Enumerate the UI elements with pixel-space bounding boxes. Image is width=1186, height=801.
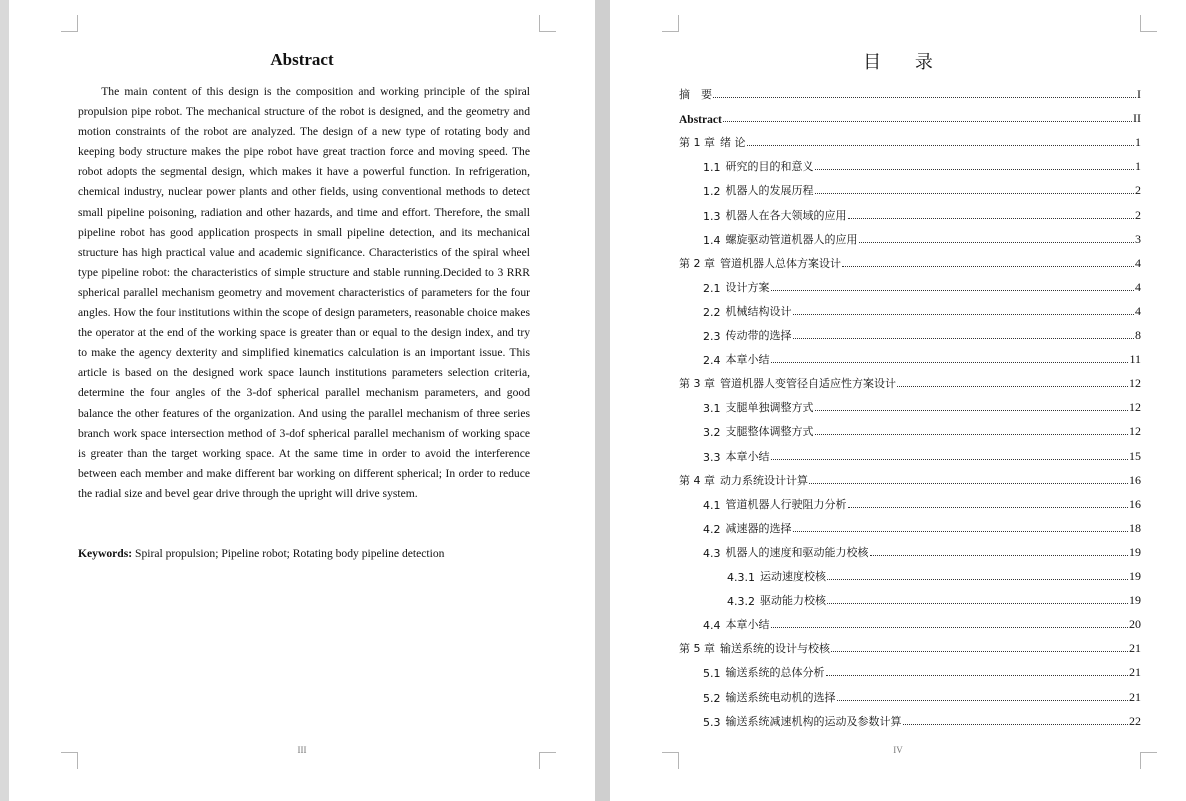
toc-entry[interactable] [703,687,1141,705]
toc-entry[interactable] [703,421,1141,439]
toc-dot-leader [815,193,1135,194]
toc-entry-label: 设计方案 [725,280,770,294]
toc-dot-leader [870,555,1129,556]
toc-entry-page: 12 [1129,400,1141,415]
page-number: III [297,745,307,755]
document-page-left [9,0,595,801]
toc-entry-page: 1 [1135,135,1141,150]
toc-dot-leader [827,603,1128,604]
toc-entry-number: 第 1 章 [679,136,715,150]
toc-entry-number: 第 2 章 [679,256,715,270]
keywords-line [78,544,530,564]
toc-entry-number: 5.3 [703,715,721,729]
toc-entry-page: 2 [1135,207,1141,222]
toc-entry-number: 第 4 章 [679,473,715,487]
toc-entry[interactable] [703,614,1141,632]
toc-entry-page: 4 [1135,255,1141,270]
toc-entry-number: 3.1 [703,402,721,416]
toc-entry-number: 5.1 [703,667,721,681]
toc-entry-label: 管道机器人变管径自适应性方案设计 [720,377,896,391]
toc-entry[interactable] [703,711,1141,729]
toc-entry-label: 摘 要 [679,88,712,101]
toc-entry[interactable] [679,638,1141,656]
toc-entry-number: 2.4 [703,354,721,368]
toc-dot-leader [897,386,1128,387]
toc-entry-label: 本章小结 [725,449,770,463]
toc-entry[interactable] [703,325,1141,343]
toc-entry-number: 4.1 [703,498,721,512]
toc-entry-number: 4.3 [703,546,721,560]
toc-title: 目 录 [863,52,947,73]
toc-entry-label: 运动速度校核 [760,570,826,583]
crop-mark [662,15,679,32]
toc-entry-number: 1.2 [703,185,721,199]
toc-dot-leader [793,314,1135,315]
toc-dot-leader [723,121,1132,122]
toc-entry-label: 输送系统的总体分析 [725,666,825,680]
abstract-title: Abstract [270,50,334,69]
toc-entry-label: 管道机器人行驶阻力分析 [725,497,847,511]
toc-entry[interactable] [703,277,1141,295]
toc-entry-label: 支腿整体调整方式 [725,425,814,439]
toc-dot-leader [771,290,1135,291]
toc-entry-number: 4.2 [703,522,721,536]
toc-entry-number: 4.3.1 [727,571,755,584]
crop-mark [539,15,556,32]
toc-entry-page: 12 [1129,376,1141,391]
toc-entry-label: 管道机器人总体方案设计 [720,256,841,270]
toc-entry-page: 18 [1129,520,1141,535]
toc-entry-label: 本章小结 [725,618,770,632]
abstract-body: The main content of this design is the composition and working principle of the spiral propulsion pipe robot. The mechanical structure of the robot is designed, and the geometry and motion constraints of the robot are analyzed. The design of a new type of rotating body and keeping body structure makes the pipe robot have great traction force and moving speed. The robot adopts the segmental design, which makes it have a powerful function. In refrigeration, chemical industry, nuclear power plants and other fields, using conventional methods to detect small pipeline poisoning, radiation and other hazards, and time and effort. Therefore, the small pipeline robot has good application prospects in small pipeline detection, and its mechanical structure has high practical value and academic significance. Characteristics of the spiral wheel type pipeline robot: the characteristics of simple structure and stable running.Decided to 3 RRR spherical parallel mechanism geometry and movement characteristics of parameters for the four angles. How the four institutions within the scope of design parameters, reasonable choice makes the operator at the end of the working space is greater than or equal to the design index, and try to make the agency dexterity and simplified kinematics calculation is an important issue. This article is based on the designed work space launch institutions parameters selection criteria, determine the four angles of the 3-dof spherical parallel mechanism parameters, and good balance the other features of the organization. And using the parallel mechanism of three series branch work space intersection method of 3-dof spherical parallel mechanism of working space is greater than the target working space. At the same time in order to avoid the interference between each member and make different bar working on different spherical; In order to reduce the radial size and bevel gear drive through the upright will drive system. [78,85,530,500]
toc-entry-number: 4.3.2 [727,595,755,609]
keywords-text: Spiral propulsion; Pipeline robot; Rotating body pipeline detection [132,547,445,560]
toc-entry-page: 8 [1135,328,1141,342]
toc-dot-leader [815,410,1129,411]
toc-entry-page: 21 [1129,641,1141,656]
toc-entry-label: 减速器的选择 [725,521,792,535]
toc-entry-page: 16 [1129,496,1141,511]
toc-dot-leader [793,338,1135,339]
toc-entry-label: 机械结构设计 [725,304,792,318]
toc-entry-label: 驱动能力校核 [760,594,826,608]
toc-entry[interactable] [679,84,1141,102]
toc-dot-leader [848,218,1135,219]
page-gutter [595,0,610,801]
toc-dot-leader [771,627,1129,628]
toc-entry[interactable] [703,156,1141,174]
toc-entry-page: 16 [1129,472,1141,487]
toc-entry-number: 2.1 [703,281,721,295]
toc-entry[interactable] [703,349,1141,367]
toc-entry-page: 11 [1129,352,1141,367]
toc-entry-number: 1.1 [703,161,721,175]
toc-entry-label: 机器人在各大领域的应用 [725,208,847,222]
toc-entry-label: 支腿单独调整方式 [725,401,814,415]
toc-entry-number: 第 3 章 [679,377,715,391]
toc-dot-leader [713,97,1136,98]
toc-dot-leader [859,242,1135,243]
toc-entry-label: 传动带的选择 [725,329,792,342]
toc-dot-leader [771,459,1129,460]
toc-dot-leader [831,651,1128,652]
page-number: IV [893,745,903,755]
toc-entry-page: I [1137,87,1141,101]
toc-entry-number: 2.2 [703,305,721,319]
toc-entry-label: 研究的目的和意义 [725,160,814,174]
toc-dot-leader [793,531,1129,532]
toc-dot-leader [826,675,1129,676]
toc-dot-leader [809,483,1128,484]
toc-entry-page: 22 [1129,713,1141,728]
toc-entry-page: 21 [1129,689,1141,704]
toc-entry[interactable] [703,301,1141,319]
toc-entry-page: 1 [1135,159,1141,174]
toc-entry[interactable] [703,446,1141,464]
toc-entry-number: 3.2 [703,426,721,440]
toc-entry[interactable] [703,542,1141,560]
toc-entry[interactable] [703,397,1141,415]
toc-entry-number: 1.3 [703,209,721,223]
document-page-right [610,0,1186,801]
toc-entry[interactable] [679,108,1141,126]
toc-entry-label: 输送系统减速机构的运动及参数计算 [725,714,902,728]
keywords-label: Keywords: [78,547,133,560]
toc-dot-leader [815,434,1129,435]
toc-entry-page: 4 [1135,303,1141,318]
toc-entry-page: II [1133,111,1141,126]
toc-dot-leader [815,169,1135,170]
toc-entry-number: 2.3 [703,330,721,343]
toc-dot-leader [837,700,1129,701]
toc-entry-number: 5.2 [703,691,721,705]
toc-entry[interactable] [679,253,1141,271]
toc-entry-label: 机器人的发展历程 [725,184,814,198]
toc-entry-page: 15 [1129,448,1141,463]
toc-entry-number: 4.4 [703,619,721,633]
toc-entry[interactable] [727,566,1141,584]
toc-entry-label: Abstract [679,114,722,127]
toc-entry[interactable] [679,373,1141,391]
crop-mark [1140,15,1157,32]
toc-entry-page: 19 [1129,593,1141,608]
toc-entry[interactable] [703,180,1141,198]
toc-dot-leader [903,724,1129,725]
toc-dot-leader [771,362,1129,363]
toc-dot-leader [827,579,1128,580]
toc-entry[interactable] [703,518,1141,536]
toc-entry-page: 3 [1135,231,1141,246]
toc-entry[interactable] [703,229,1141,247]
toc-entry[interactable] [727,590,1141,608]
toc-dot-leader [842,266,1134,267]
toc-entry[interactable] [703,662,1141,680]
toc-entry-page: 21 [1129,665,1141,680]
toc-entry[interactable] [703,494,1141,512]
toc-entry[interactable] [679,470,1141,488]
toc-entry-page: 19 [1129,569,1141,583]
toc-entry-number: 第 5 章 [679,642,715,656]
toc-entry-label: 螺旋驱动管道机器人的应用 [725,232,858,246]
toc-entry-label: 绪 论 [720,136,746,150]
toc-entry-page: 19 [1129,544,1141,559]
toc-entry-number: 1.4 [703,233,721,247]
toc-entry-number: 3.3 [703,450,721,464]
toc-dot-leader [848,507,1129,508]
toc-entry-label: 输送系统的设计与校核 [720,642,830,656]
toc-entry-page: 2 [1135,183,1141,198]
toc-entry-page: 20 [1129,617,1141,632]
toc-entry-label: 本章小结 [725,353,770,367]
toc-entry-page: 4 [1135,279,1141,294]
crop-mark [61,15,78,32]
toc-entry-label: 输送系统电动机的选择 [725,690,836,704]
toc-entry[interactable] [703,205,1141,223]
toc-dot-leader [747,145,1135,146]
toc-entry-label: 动力系统设计计算 [720,473,808,487]
toc-entry-page: 12 [1129,424,1141,439]
toc-entry[interactable] [679,132,1141,150]
toc-entry-label: 机器人的速度和驱动能力校核 [725,545,869,559]
